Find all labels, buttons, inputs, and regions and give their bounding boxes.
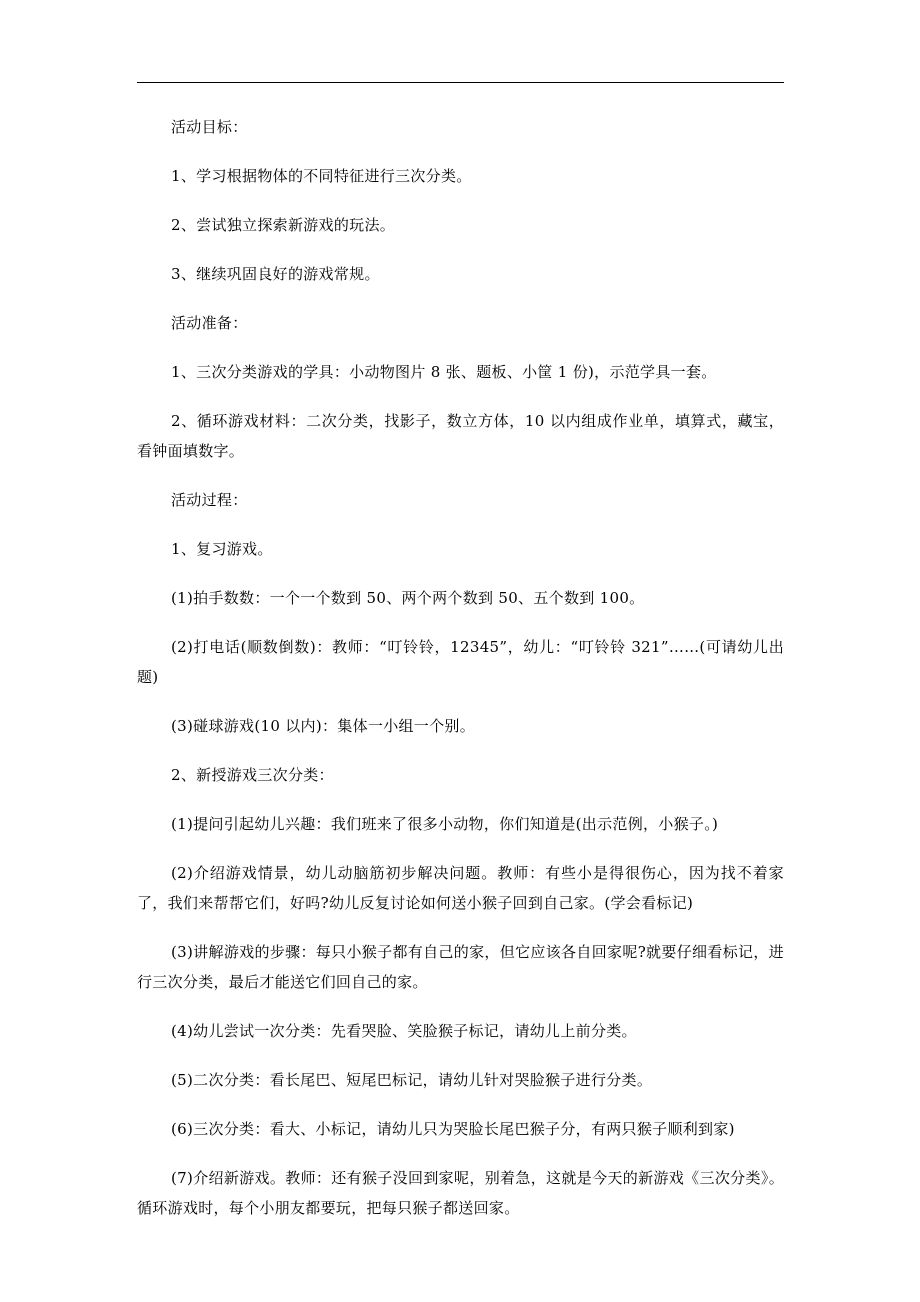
process-substep-2-5: (5)二次分类：看长尾巴、短尾巴标记，请幼儿针对哭脸猴子进行分类。 [171,1071,653,1089]
process-substep-1-2: (2)打电话(顺数倒数)：教师：“叮铃铃，12345”，幼儿：“叮铃铃 321”……(可请幼儿出题) [137,638,784,686]
process-step-1: 1、复习游戏。 [171,540,273,558]
process-substep-2-6: (6)三次分类：看大、小标记，请幼儿只为哭脸长尾巴猴子分，有两只猴子顺利到家) [171,1120,735,1138]
process-step-2: 2、新授游戏三次分类： [171,766,334,784]
goal-item-1: 1、学习根据物体的不同特征进行三次分类。 [171,167,472,185]
process-substep-2-7: (7)介绍新游戏。教师：还有猴子没回到家呢，别着急，这就是今天的新游戏《三次分类》。循环游戏时，每个小朋友都要玩，把每只猴子都送回家。 [137,1169,784,1217]
process-substep-2-1: (1)提问引起幼儿兴趣：我们班来了很多小动物，你们知道是(出示范例，小猴子。) [171,815,719,833]
process-substep-2-4: (4)幼儿尝试一次分类：先看哭脸、笑脸猴子标记，请幼儿上前分类。 [171,1022,637,1040]
goal-item-3: 3、继续巩固良好的游戏常规。 [171,265,380,283]
preparation-item-1: 1、三次分类游戏的学具：小动物图片 8 张、题板、小筐 1 份)，示范学具一套。 [171,363,717,381]
process-substep-2-3: (3)讲解游戏的步骤：每只小猴子都有自己的家，但它应该各自回家呢?就要仔细看标记，进行三次分类，最后才能送它们回自己的家。 [137,943,784,991]
section-heading-process: 活动过程： [171,491,248,509]
section-heading-preparation: 活动准备： [171,314,248,332]
section-heading-goals: 活动目标： [171,118,248,136]
document-body [137,112,784,1242]
process-substep-1-1: (1)拍手数数：一个一个数到 50、两个两个数到 50、五个数到 100。 [171,589,645,607]
goal-item-2: 2、尝试独立探索新游戏的玩法。 [171,216,396,234]
preparation-item-2: 2、循环游戏材料：二次分类，找影子，数立方体，10 以内组成作业单，填算式，藏宝，看钟面填数字。 [137,412,784,460]
process-substep-1-3: (3)碰球游戏(10 以内)：集体一小组一个别。 [171,717,476,735]
process-substep-2-2: (2)介绍游戏情景，幼儿动脑筋初步解决问题。教师：有些小是得很伤心，因为找不着家了，我们来帮帮它们，好吗?幼儿反复讨论如何送小猴子回到自己家。(学会看标记) [137,864,784,912]
header-rule [137,82,784,83]
